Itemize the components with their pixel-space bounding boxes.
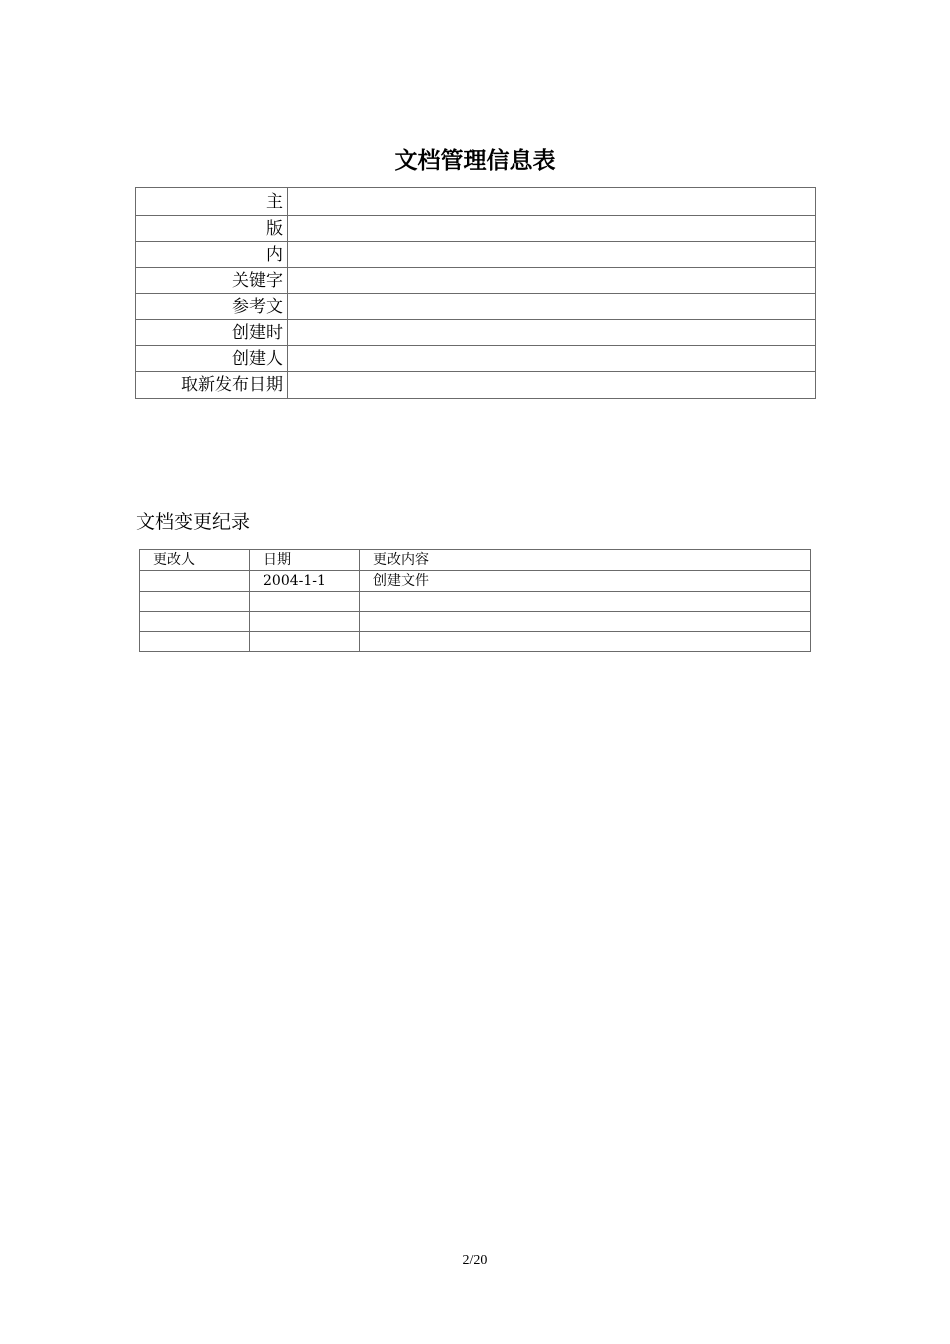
changes-section-title: 文档变更纪录 bbox=[136, 511, 251, 533]
info-row bbox=[136, 294, 816, 320]
info-row bbox=[136, 242, 816, 268]
info-value[interactable] bbox=[288, 294, 816, 320]
table-cell[interactable] bbox=[140, 632, 250, 652]
info-label: 内 bbox=[136, 242, 288, 268]
table-cell[interactable] bbox=[140, 592, 250, 612]
info-value[interactable] bbox=[288, 188, 816, 216]
table-cell[interactable] bbox=[140, 612, 250, 632]
table-cell[interactable]: 2004-1-1 bbox=[250, 571, 360, 592]
table-row bbox=[140, 632, 811, 652]
table-cell[interactable] bbox=[140, 571, 250, 592]
info-row bbox=[136, 188, 816, 216]
document-title: 文档管理信息表 bbox=[394, 148, 556, 174]
table-cell[interactable] bbox=[250, 612, 360, 632]
info-label: 参考文 bbox=[136, 294, 288, 320]
info-value[interactable] bbox=[288, 216, 816, 242]
column-header: 更改人 bbox=[140, 550, 250, 571]
changes-header-row bbox=[140, 550, 811, 571]
table-row bbox=[140, 571, 811, 592]
info-value[interactable] bbox=[288, 346, 816, 372]
info-table bbox=[135, 187, 816, 399]
changes-table bbox=[139, 549, 811, 652]
table-cell[interactable] bbox=[250, 592, 360, 612]
column-header: 更改内容 bbox=[360, 550, 811, 571]
info-row bbox=[136, 268, 816, 294]
page-number: 2/20 bbox=[462, 1253, 488, 1268]
table-cell[interactable] bbox=[360, 592, 811, 612]
info-label: 关键字 bbox=[136, 268, 288, 294]
info-label: 创建时 bbox=[136, 320, 288, 346]
info-label: 主 bbox=[136, 188, 288, 216]
info-row bbox=[136, 216, 816, 242]
info-row bbox=[136, 372, 816, 399]
table-cell[interactable] bbox=[360, 612, 811, 632]
column-header: 日期 bbox=[250, 550, 360, 571]
info-row bbox=[136, 320, 816, 346]
info-value[interactable] bbox=[288, 372, 816, 399]
table-cell[interactable] bbox=[250, 632, 360, 652]
info-row bbox=[136, 346, 816, 372]
table-row bbox=[140, 592, 811, 612]
info-value[interactable] bbox=[288, 242, 816, 268]
info-label: 取新发布日期 bbox=[136, 372, 288, 399]
info-label: 创建人 bbox=[136, 346, 288, 372]
info-label: 版 bbox=[136, 216, 288, 242]
info-value[interactable] bbox=[288, 268, 816, 294]
table-row bbox=[140, 612, 811, 632]
table-cell[interactable]: 创建文件 bbox=[360, 571, 811, 592]
info-value[interactable] bbox=[288, 320, 816, 346]
table-cell[interactable] bbox=[360, 632, 811, 652]
